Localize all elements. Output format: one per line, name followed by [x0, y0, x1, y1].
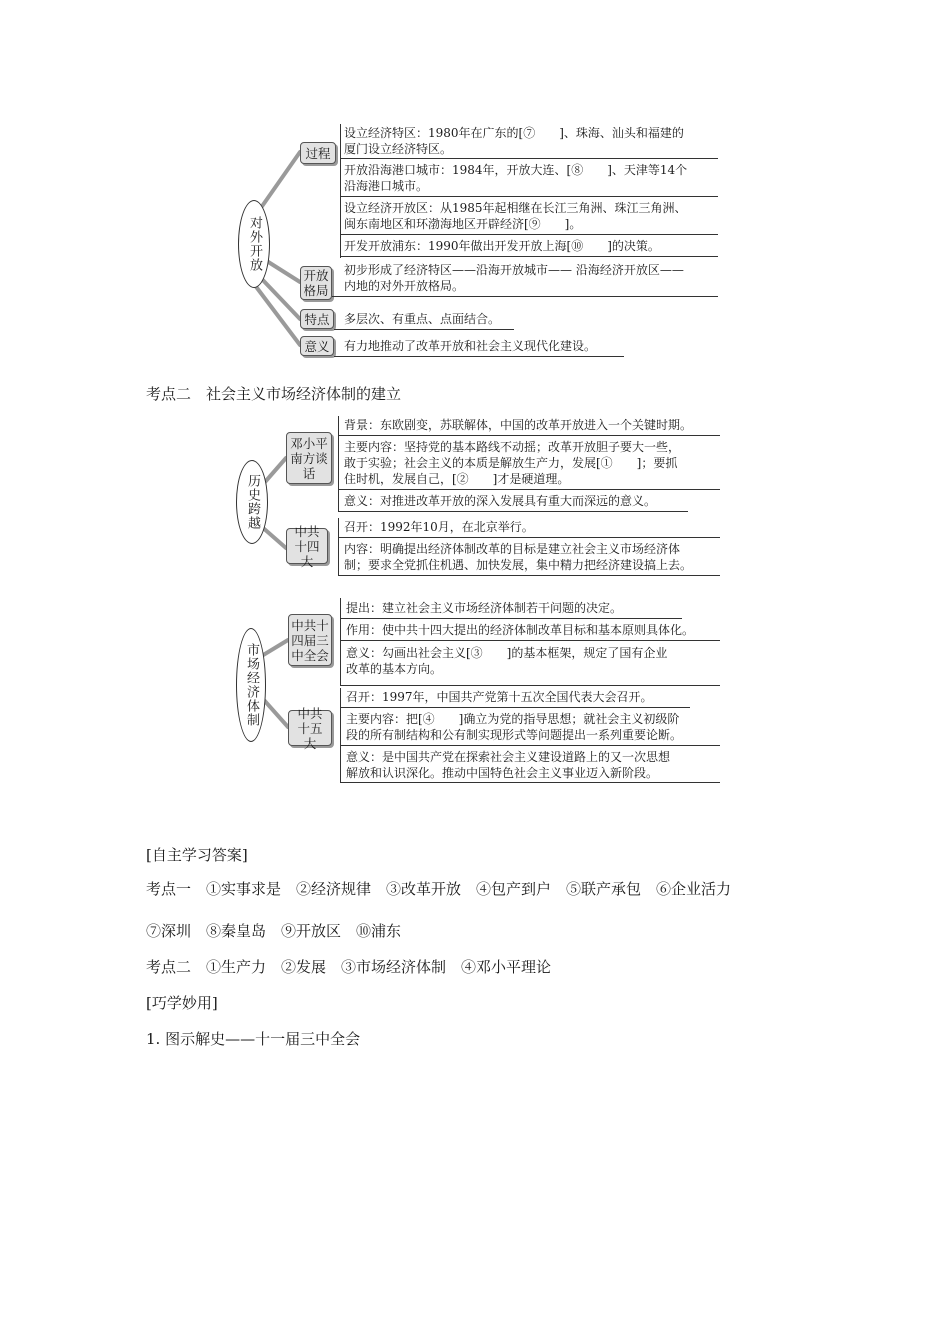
node-15th-congress: 中共十五大 — [288, 710, 332, 746]
divider — [334, 356, 624, 357]
divider — [338, 489, 720, 490]
divider — [340, 196, 718, 197]
divider — [340, 707, 690, 708]
significance-text: 有力地推动了改革开放和社会主义现代化建设。 — [344, 339, 597, 353]
divider — [338, 537, 720, 538]
root-node-opening-up — [238, 200, 270, 288]
divider — [338, 435, 720, 436]
node-14th-congress: 中共十四大 — [286, 528, 328, 564]
node-14th-third-plenum: 中共十四届三中全会 — [288, 614, 332, 666]
process-item-3: 设立经济开放区：从1985年起相继在长江三角洲、珠江三角洲、 闽东南地区和环渤海地区开辟经济[⑨ ]。 — [344, 201, 687, 231]
answers-heading: [自主学习答案] — [146, 846, 248, 864]
answers-line-1: 考点一 ①实事求是 ②经济规律 ③改革开放 ④包产到户 ⑤联产承包 ⑥企业活力 — [146, 880, 732, 898]
divider — [340, 256, 718, 257]
deng-item-3: 意义：对推进改革开放的深入发展具有重大而深远的意义。 — [344, 494, 657, 508]
bracket-14th — [338, 518, 339, 576]
bracket-deng — [338, 416, 339, 512]
bracket-third-plenum — [340, 598, 341, 686]
divider — [332, 296, 718, 297]
tips-line-1: 1. 图示解史——十一届三中全会 — [146, 1030, 361, 1048]
node-pattern: 开放格局 — [300, 266, 332, 300]
plenum-item-3: 意义：勾画出社会主义[③ ]的基本框架，规定了国有企业 改革的基本方向。 — [346, 646, 668, 676]
bracket-15th — [340, 688, 341, 782]
root-node-historic-leap: 历史跨越 — [236, 460, 268, 544]
divider — [340, 685, 720, 686]
divider — [338, 511, 688, 512]
process-item-1: 设立经济特区：1980年在广东的[⑦ ]、珠海、汕头和福建的 厦门设立经济特区。 — [344, 126, 684, 156]
node-deng-southern-talks: 邓小平南方谈话 — [286, 432, 332, 484]
15th-item-2: 主要内容：把[④ ]确立为党的指导思想；就社会主义初级阶 段的所有制结构和公有制实现形式等问题提出一系列重要论断。 — [346, 712, 683, 742]
divider — [340, 234, 718, 235]
divider — [338, 575, 720, 576]
divider — [340, 640, 720, 641]
features-text: 多层次、有重点、点面结合。 — [344, 312, 501, 326]
bracket-process — [340, 124, 341, 258]
node-significance: 意义 — [300, 336, 334, 356]
plenum-item-2: 作用：使中共十四大提出的经济体制改革目标和基本原则具体化。 — [346, 623, 695, 637]
divider — [340, 618, 682, 619]
14th-item-2: 内容：明确提出经济体制改革的目标是建立社会主义市场经济体 制；要求全党抓住机遇、加快发展，集中精力把经济建设搞上去。 — [344, 542, 693, 572]
answers-line-2: ⑦深圳 ⑧秦皇岛 ⑨开放区 ⑩浦东 — [146, 922, 402, 940]
divider — [340, 745, 720, 746]
root-node-market-economy: 市场经济体制 — [236, 628, 266, 742]
deng-item-1: 背景：东欧剧变，苏联解体，中国的改革开放进入一个关键时期。 — [344, 418, 693, 432]
root-node-label: 对外开放 — [247, 216, 262, 272]
plenum-item-1: 提出：建立社会主义市场经济体制若干问题的决定。 — [346, 601, 623, 615]
pattern-text: 初步形成了经济特区——沿海开放城市—— 沿海经济开放区—— 内地的对外开放格局。 — [344, 263, 684, 293]
divider — [334, 329, 514, 330]
15th-item-3: 意义：是中国共产党在探索社会主义建设道路上的又一次思想 解放和认识深化。推动中国特色社会主义事业迈入新阶段。 — [346, 750, 671, 780]
node-process: 过程 — [300, 142, 336, 164]
process-item-2: 开放沿海港口城市：1984年，开放大连、[⑧ ]、天津等14个 沿海港口城市。 — [344, 163, 688, 193]
tips-heading: [巧学妙用] — [146, 994, 218, 1012]
15th-item-1: 召开：1997年，中国共产党第十五次全国代表大会召开。 — [346, 690, 653, 704]
section-title-2: 考点二 社会主义市场经济体制的建立 — [146, 385, 402, 403]
deng-item-2: 主要内容：坚持党的基本路线不动摇；改革开放胆子要大一些， 敢于实验；社会主义的本质是解放生产力，发展[① ]；要抓 住时机，发展自己，[② ]才是硬道理。 — [344, 440, 681, 486]
process-item-4: 开发开放浦东：1990年做出开发开放上海[⑩ ]的决策。 — [344, 239, 660, 253]
14th-item-1: 召开：1992年10月，在北京举行。 — [344, 520, 534, 534]
node-features: 特点 — [300, 309, 334, 329]
divider — [340, 158, 718, 159]
divider — [340, 782, 720, 783]
answers-line-3: 考点二 ①生产力 ②发展 ③市场经济体制 ④邓小平理论 — [146, 958, 552, 976]
